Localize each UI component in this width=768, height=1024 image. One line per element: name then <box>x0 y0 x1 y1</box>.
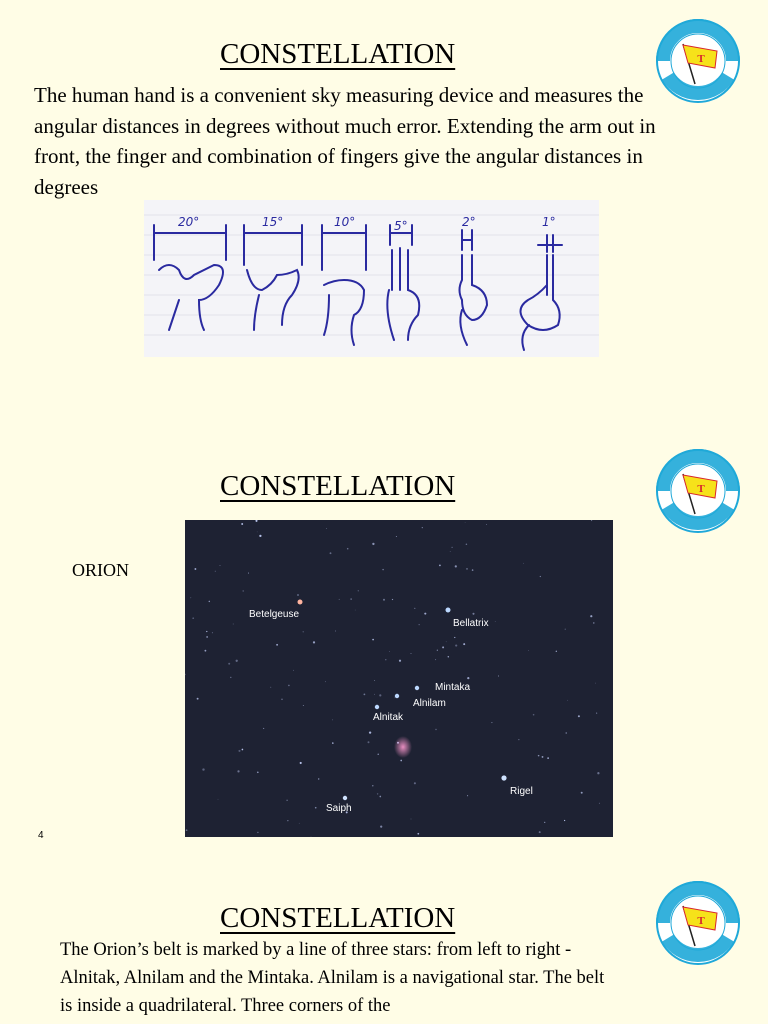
measure-1-label: 1° <box>542 215 556 229</box>
background-star <box>303 705 304 706</box>
svg-text:T: T <box>697 483 705 495</box>
background-star <box>455 565 457 567</box>
orion-star-map <box>185 520 613 837</box>
background-star <box>450 551 451 552</box>
logo-emblem-icon <box>655 880 741 966</box>
background-star <box>215 571 216 572</box>
background-star <box>212 632 213 633</box>
mintaka-star <box>415 686 419 690</box>
background-star <box>287 820 288 821</box>
background-star <box>451 547 452 548</box>
slide-2-title: CONSTELLATION <box>220 470 456 502</box>
background-star <box>293 670 294 671</box>
slide-3-title: CONSTELLATION <box>220 902 456 934</box>
background-star <box>355 610 356 611</box>
background-star <box>399 660 401 662</box>
background-star <box>486 524 487 525</box>
background-star <box>364 694 366 696</box>
background-star <box>209 601 211 603</box>
background-star <box>369 731 371 733</box>
star-label-saiph: Saiph <box>326 803 352 814</box>
background-star <box>332 720 333 721</box>
logo-emblem-icon <box>655 18 741 104</box>
background-star <box>466 544 468 546</box>
background-star <box>542 756 544 758</box>
background-star <box>567 700 568 701</box>
background-star <box>374 680 375 681</box>
background-star <box>270 687 271 688</box>
background-star <box>347 548 349 550</box>
background-star <box>547 757 549 759</box>
background-star <box>206 636 207 637</box>
saiph-star <box>343 796 347 800</box>
background-star <box>395 697 396 698</box>
slide-1-title: CONSTELLATION <box>220 38 456 70</box>
background-star <box>417 833 419 835</box>
background-star <box>463 643 465 645</box>
background-star <box>411 819 412 820</box>
background-star <box>538 755 540 757</box>
background-star <box>332 742 334 744</box>
background-star <box>435 659 436 660</box>
tolani-logo <box>655 448 741 534</box>
background-star <box>380 826 382 828</box>
background-star <box>581 792 583 794</box>
background-star <box>448 656 449 657</box>
background-star <box>263 728 264 729</box>
background-star <box>414 782 416 784</box>
background-star <box>303 631 304 632</box>
background-star <box>372 785 373 786</box>
slide-3-text: The Orion’s belt is marked by a line of three stars: from left to right -Alnitak, Alnilam and the Mintaka. Alnilam is a navigational star. The belt is inside a quadrilateral. Three corners of the <box>60 940 605 1016</box>
background-star <box>467 677 469 679</box>
background-star <box>495 621 496 622</box>
background-star <box>455 645 457 647</box>
star-label-bellatrix: Bellatrix <box>453 618 489 629</box>
background-star <box>523 563 524 564</box>
background-star <box>379 694 381 696</box>
rigel-star <box>501 775 506 780</box>
background-star <box>206 631 207 632</box>
star-label-alnitak: Alnitak <box>373 712 404 723</box>
background-star <box>472 569 474 571</box>
measure-2-label: 2° <box>462 215 476 229</box>
background-star <box>439 564 441 566</box>
background-star <box>533 714 535 716</box>
svg-text:T: T <box>697 915 705 927</box>
background-star <box>564 820 565 821</box>
background-star <box>326 528 327 529</box>
background-star <box>591 520 592 521</box>
bellatrix-star <box>446 608 451 613</box>
background-star <box>299 823 300 824</box>
background-star <box>318 778 319 779</box>
background-star <box>566 732 567 733</box>
background-star <box>383 599 385 601</box>
background-star <box>300 762 302 764</box>
background-star <box>578 715 580 717</box>
background-star <box>288 685 290 687</box>
hand-measure-illustration <box>144 200 599 357</box>
background-star <box>259 535 261 537</box>
background-star <box>565 629 566 630</box>
background-star <box>372 639 374 641</box>
background-star <box>374 694 375 695</box>
background-star <box>467 795 468 796</box>
measure-15-label: 15° <box>262 215 284 229</box>
orion-label: ORION <box>72 560 129 580</box>
alnilam-star <box>395 694 399 698</box>
background-star <box>192 617 194 619</box>
background-star <box>325 681 326 682</box>
background-star <box>339 599 340 600</box>
background-star <box>379 796 381 798</box>
measure-10-label: 10° <box>334 215 356 229</box>
background-star <box>186 829 188 831</box>
background-star <box>230 677 231 678</box>
background-star <box>286 800 287 801</box>
background-star <box>528 650 529 651</box>
background-star <box>437 650 438 651</box>
background-star <box>233 624 234 625</box>
background-star <box>396 536 397 537</box>
background-star <box>392 599 393 600</box>
background-star <box>242 749 244 751</box>
background-star <box>544 822 545 823</box>
background-star <box>597 772 599 774</box>
background-star <box>400 760 402 762</box>
background-star <box>218 799 219 800</box>
background-star <box>385 659 386 660</box>
background-star <box>435 729 436 730</box>
background-star <box>315 807 317 809</box>
background-star <box>238 750 240 752</box>
background-star <box>257 771 259 773</box>
background-star <box>276 644 278 646</box>
background-star <box>472 613 474 615</box>
background-star <box>372 543 374 545</box>
star-label-alnilam: Alnilam <box>413 698 446 709</box>
background-star <box>351 599 352 600</box>
background-star <box>204 650 206 652</box>
betelgeuse-star <box>298 600 303 605</box>
background-star <box>382 569 383 570</box>
background-star <box>442 646 444 648</box>
background-star <box>190 597 191 598</box>
background-star <box>419 624 420 625</box>
background-star <box>330 552 332 554</box>
background-star <box>595 683 596 684</box>
background-star <box>257 832 258 833</box>
background-star <box>185 674 186 675</box>
background-star <box>335 631 336 632</box>
background-star <box>454 637 455 638</box>
background-star <box>236 660 238 662</box>
measure-5-label: 5° <box>394 219 408 233</box>
background-star <box>228 663 230 665</box>
background-star <box>257 532 258 533</box>
tolani-logo <box>655 880 741 966</box>
background-star <box>498 675 499 676</box>
background-star <box>491 722 492 723</box>
background-star <box>466 568 468 570</box>
background-star <box>197 698 199 700</box>
background-star <box>248 573 249 574</box>
background-star <box>593 622 594 623</box>
background-star <box>596 713 597 714</box>
background-star <box>255 520 257 522</box>
background-star <box>590 615 592 617</box>
background-star <box>424 613 426 615</box>
svg-text:T: T <box>697 53 705 65</box>
star-label-betelgeuse: Betelgeuse <box>249 609 300 620</box>
background-star <box>368 741 370 743</box>
background-star <box>378 754 379 755</box>
page-number: 4 <box>38 830 44 841</box>
background-star <box>411 653 412 654</box>
background-star <box>446 641 447 642</box>
star-label-mintaka: Mintaka <box>435 682 471 693</box>
background-star <box>414 608 415 609</box>
background-star <box>202 768 204 770</box>
slide-1-text: The human hand is a convenient sky measuring device and measures the angular distances in degrees without much error. Extending the arm out in front, the finger and combination of fingers give the angular distances in degrees <box>34 83 656 199</box>
logo-emblem-icon <box>655 448 741 534</box>
background-star <box>599 803 600 804</box>
background-star <box>281 698 283 700</box>
alnitak-star <box>375 705 379 709</box>
star-label-rigel: Rigel <box>510 786 533 797</box>
background-star <box>220 565 221 566</box>
background-star <box>237 770 239 772</box>
background-star <box>297 594 299 596</box>
background-star <box>556 651 557 652</box>
background-star <box>422 527 423 528</box>
background-star <box>194 568 196 570</box>
background-star <box>518 739 519 740</box>
background-star <box>539 831 541 833</box>
background-star <box>465 522 466 523</box>
background-star <box>389 651 390 652</box>
tolani-logo <box>655 18 741 104</box>
background-star <box>540 576 541 577</box>
background-star <box>241 523 243 525</box>
measure-20-label: 20° <box>178 215 200 229</box>
background-star <box>242 590 243 591</box>
background-star <box>358 590 359 591</box>
background-star <box>313 641 315 643</box>
background-star <box>311 836 312 837</box>
background-star <box>377 793 378 794</box>
